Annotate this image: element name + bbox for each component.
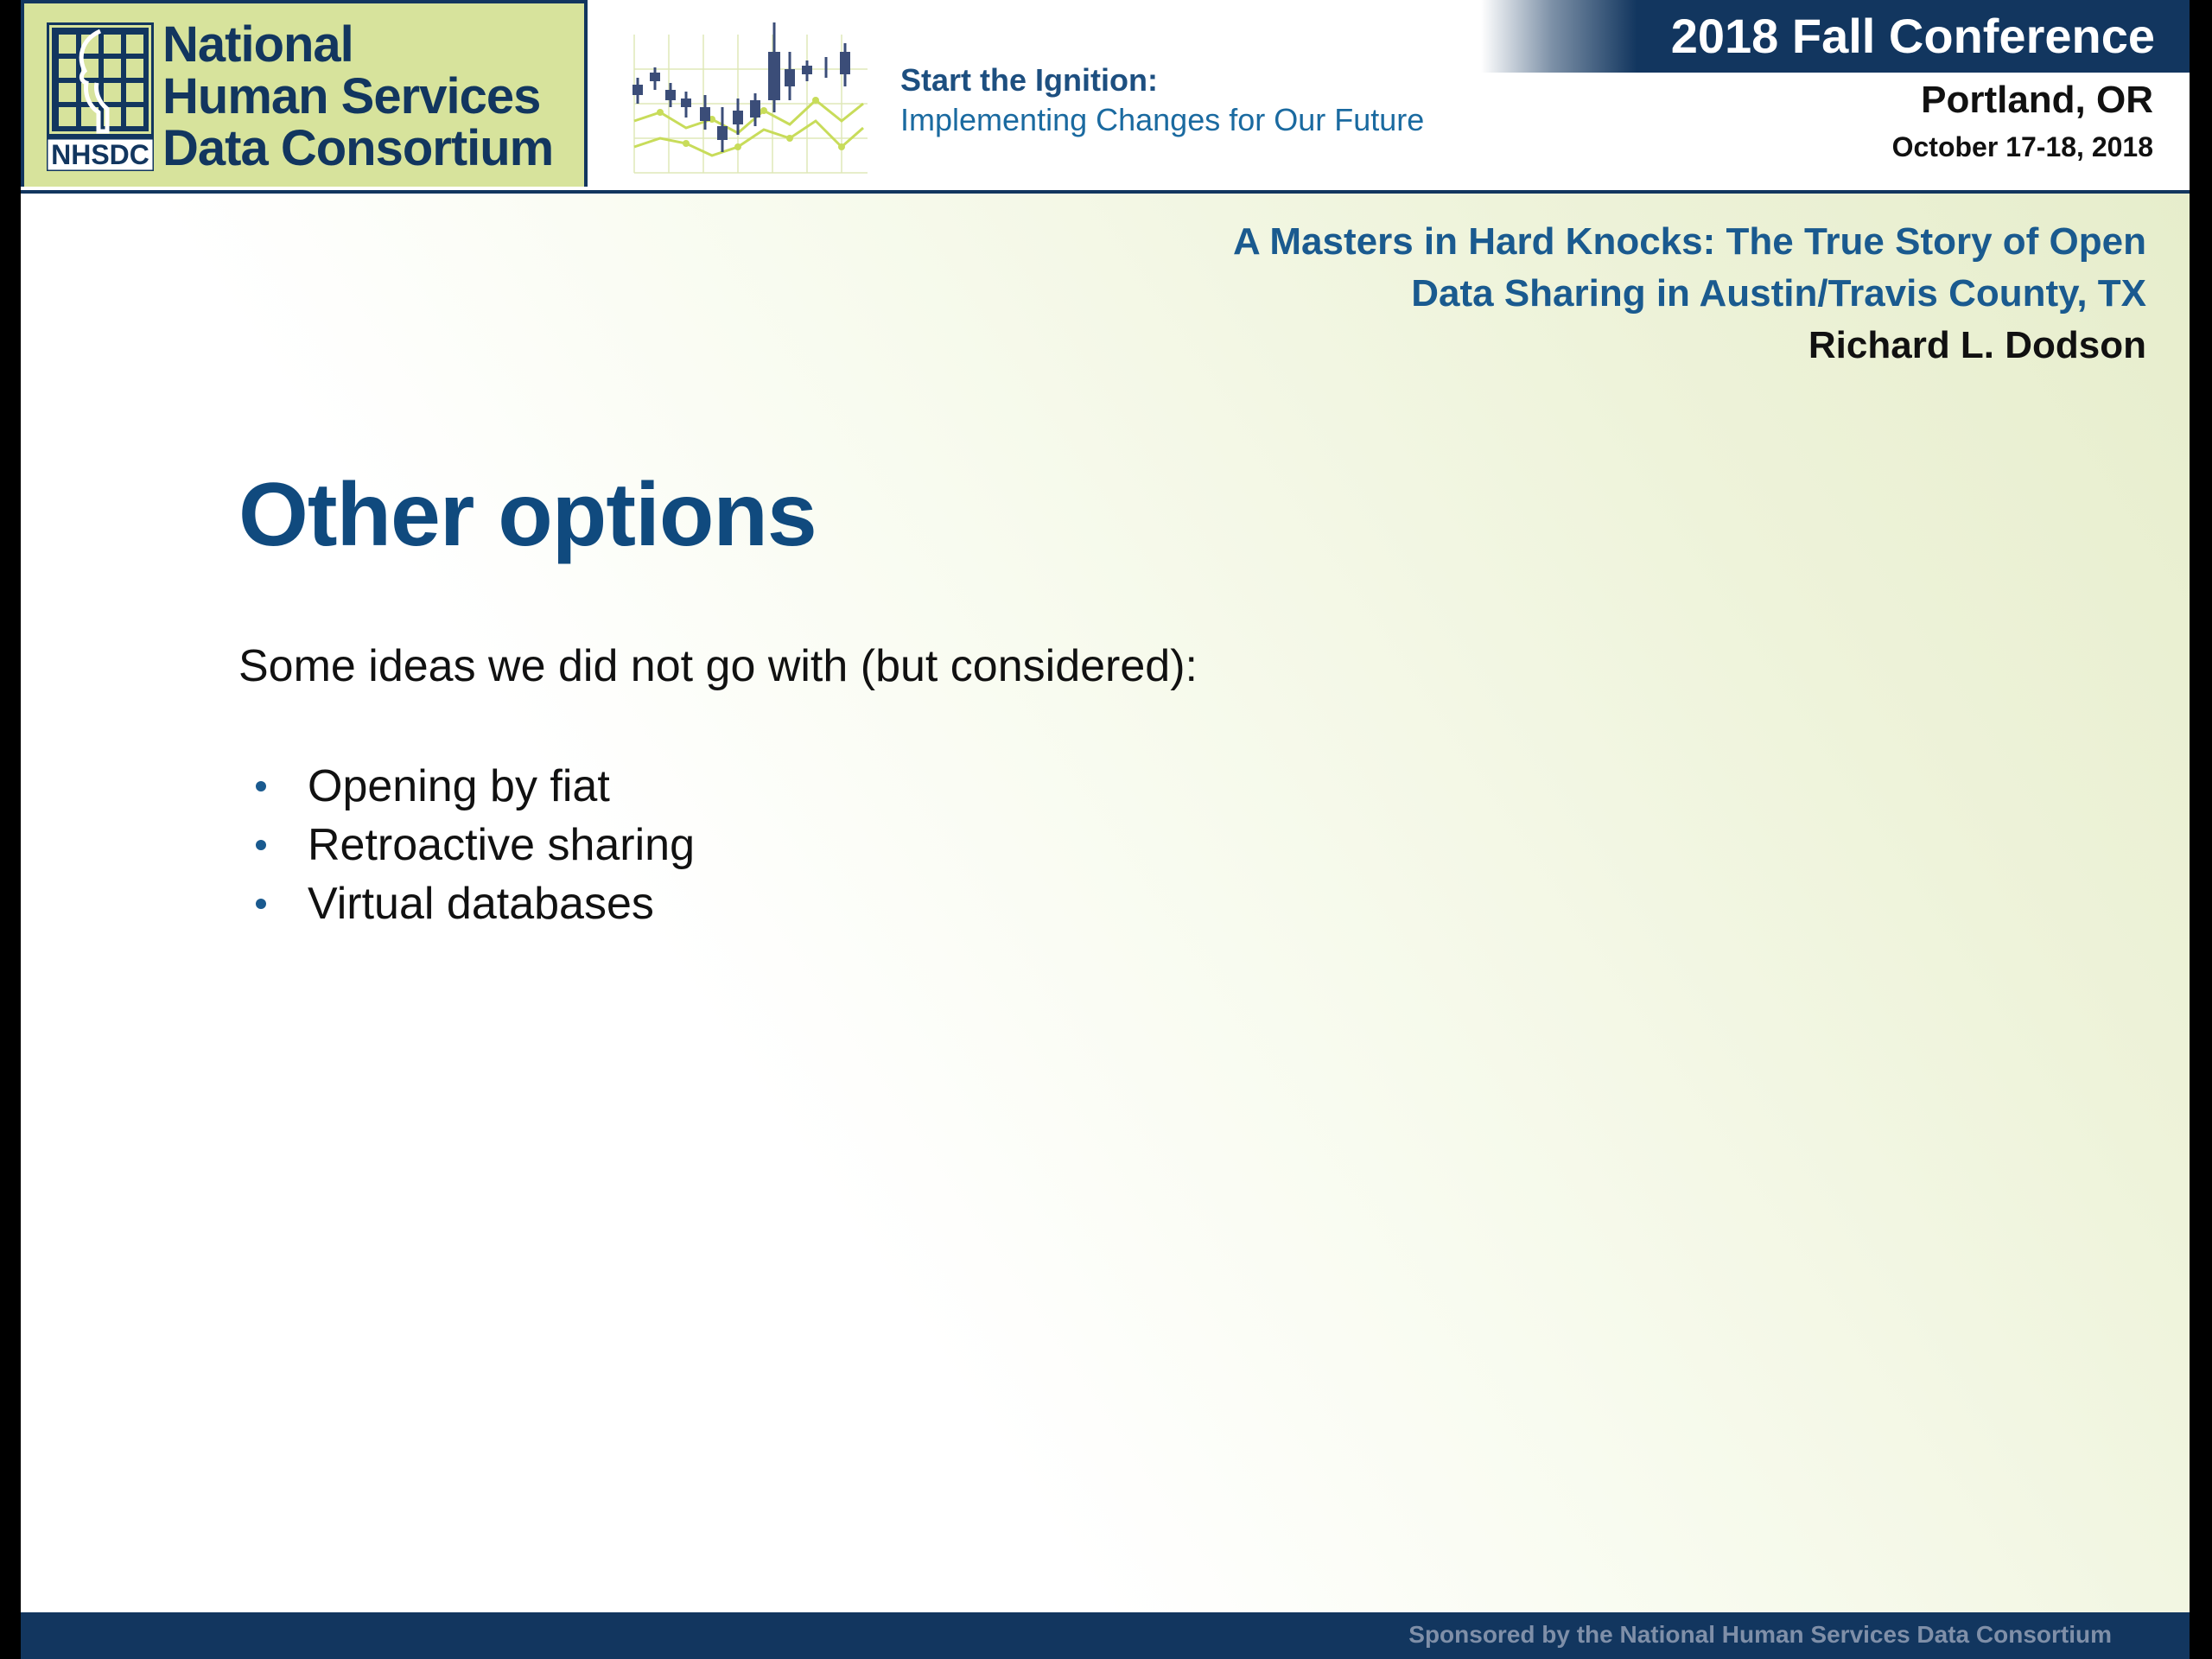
list-item bbox=[238, 757, 695, 816]
conference-tagline bbox=[900, 60, 1424, 140]
nhsdc-logo bbox=[21, 0, 588, 187]
nhsdc-grid-face-logo-icon bbox=[47, 22, 154, 171]
list-item bbox=[238, 874, 695, 933]
bullet-list bbox=[238, 757, 695, 933]
logo-wordmark bbox=[162, 16, 554, 176]
speaker-name: Richard L. Dodson bbox=[1808, 324, 2146, 366]
header-bar bbox=[21, 0, 2190, 194]
bullet-label: Opening by fiat bbox=[308, 761, 610, 811]
footer-sponsor-text: Sponsored by the National Human Services Data Consortium bbox=[1408, 1621, 2112, 1648]
session-title-line1: A Masters in Hard Knocks: The True Story of Open bbox=[1232, 220, 2146, 263]
session-info bbox=[1233, 216, 2146, 372]
bullet-dot-icon bbox=[256, 899, 266, 909]
intro-text: Some ideas we did not go with (but considered): bbox=[238, 641, 1198, 691]
tagline-line2: Implementing Changes for Our Future bbox=[900, 102, 1425, 137]
logo-line-national: National bbox=[162, 16, 353, 73]
logo-mark-label: NHSDC bbox=[51, 139, 149, 170]
list-item bbox=[238, 816, 695, 874]
tagline-line1: Start the Ignition: bbox=[900, 62, 1158, 98]
bullet-label: Virtual databases bbox=[308, 879, 654, 929]
footer-bar bbox=[21, 1612, 2190, 1659]
slide-title: Other options bbox=[238, 465, 817, 565]
bullet-dot-icon bbox=[256, 840, 266, 850]
conference-city: Portland, OR bbox=[1921, 79, 2153, 121]
slide bbox=[21, 0, 2190, 1659]
logo-line-data-consortium: Data Consortium bbox=[162, 120, 554, 176]
bullet-dot-icon bbox=[256, 781, 266, 791]
session-title-line2: Data Sharing in Austin/Travis County, TX bbox=[1411, 272, 2146, 315]
logo-line-human-services: Human Services bbox=[162, 68, 541, 124]
conference-title-banner bbox=[1481, 0, 2190, 73]
conference-title: 2018 Fall Conference bbox=[1670, 9, 2155, 63]
conference-dates: October 17-18, 2018 bbox=[1891, 131, 2153, 162]
candlestick-chart-graphic-icon bbox=[626, 17, 876, 177]
bullet-label: Retroactive sharing bbox=[308, 820, 695, 870]
